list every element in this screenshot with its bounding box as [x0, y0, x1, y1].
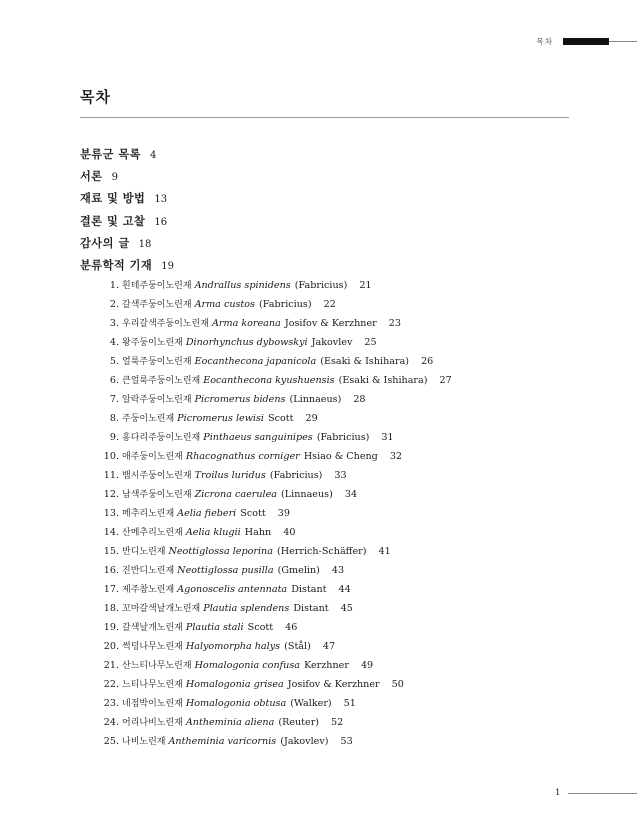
- toc-entry-scientific-name: Troilus luridus: [194, 469, 266, 481]
- page-title: 목차: [80, 88, 111, 106]
- toc-entry-scientific-name: Plautia splendens: [203, 602, 290, 614]
- toc-entry[interactable]: [80, 278, 372, 291]
- toc-entry-korean-name: 썩덩나무노린재: [122, 641, 183, 652]
- toc-entry-number: 22.: [103, 678, 119, 690]
- toc-entry-page: 27: [439, 374, 452, 386]
- toc-entry[interactable]: [80, 620, 297, 633]
- toc-entry[interactable]: [80, 449, 402, 462]
- toc-entry[interactable]: [80, 335, 377, 348]
- toc-section-page: 16: [154, 216, 168, 228]
- toc-entry-scientific-name: Neottiglossa pusilla: [177, 564, 274, 576]
- toc-entry-korean-name: 뱀시주둥이노린재: [122, 470, 192, 481]
- toc-entry[interactable]: [80, 734, 353, 747]
- toc-entry-page: 23: [388, 317, 401, 329]
- toc-section-title: 결론 및 고찰: [80, 214, 146, 228]
- toc-entry-page: 45: [340, 602, 353, 614]
- toc-entry[interactable]: [80, 525, 295, 538]
- toc-entry-page: 29: [305, 412, 318, 424]
- toc-entry-number: 13.: [103, 507, 119, 519]
- toc-entry-page: 25: [364, 336, 377, 348]
- toc-entry-number: 9.: [109, 431, 119, 443]
- toc-entry-korean-name: 어리나비노린재: [122, 717, 183, 728]
- toc-entry-scientific-name: Homalogonia grisea: [185, 678, 284, 690]
- toc-entry-scientific-name: Eocanthecona kyushuensis: [203, 374, 335, 386]
- toc-section-title: 분류군 목록: [80, 148, 141, 161]
- toc-entry-page: 33: [334, 469, 347, 481]
- toc-entry-page: 40: [283, 526, 296, 538]
- toc-entry-author: Scott: [268, 412, 294, 424]
- toc-entry[interactable]: [80, 715, 343, 728]
- toc-entry[interactable]: [80, 544, 391, 557]
- toc-entry-number: 10.: [103, 450, 119, 462]
- toc-entry-scientific-name: Homalogonia obtusa: [185, 697, 287, 709]
- toc-entry-korean-name: 네점박이노린재: [122, 698, 183, 709]
- toc-entry-author: (Walker): [290, 697, 332, 709]
- toc-entry-author: Josifov & Kerzhner: [284, 317, 377, 329]
- toc-entry-author: Hsiao & Cheng: [303, 450, 378, 462]
- toc-entry-page: 26: [421, 355, 434, 367]
- toc-entry[interactable]: [80, 430, 394, 443]
- toc-entry-korean-name: 갈색주둥이노린재: [122, 299, 192, 310]
- toc-entry-author: Scott: [240, 507, 266, 519]
- toc-entry-number: 5.: [109, 355, 119, 367]
- toc-entry-author: (Jakovlev): [280, 735, 329, 747]
- toc-entry-author: (Esaki & Ishihara): [338, 374, 428, 386]
- toc-entry-scientific-name: Antheminia aliena: [185, 716, 275, 728]
- toc-entry-korean-name: 얼룩주둥이노린재: [122, 356, 192, 367]
- running-head-label: 목차: [536, 36, 553, 46]
- toc-entry-scientific-name: Dinorhynchus dybowskyi: [185, 336, 308, 348]
- toc-entry-page: 41: [378, 545, 391, 557]
- toc-entry[interactable]: [80, 468, 347, 481]
- toc-entry-author: (Reuter): [278, 716, 320, 728]
- toc-entry-author: (Esaki & Ishihara): [320, 355, 410, 367]
- toc-section-page: 18: [138, 238, 152, 250]
- toc-entry-number: 25.: [103, 735, 119, 747]
- toc-entry-scientific-name: Antheminia varicornis: [168, 735, 277, 747]
- toc-entry[interactable]: [80, 639, 335, 652]
- toc-section-page: 19: [161, 261, 174, 272]
- toc-section-title: 재료 및 방법: [80, 192, 146, 206]
- toc-entry-korean-name: 제주참노린재: [122, 584, 175, 595]
- toc-entry-korean-name: 산메추리노린재: [122, 527, 183, 538]
- toc-entry[interactable]: [80, 411, 318, 424]
- toc-section-title: 서론: [80, 170, 103, 184]
- toc-section-title: 감사의 글: [80, 236, 130, 250]
- toc-entry[interactable]: [80, 506, 290, 519]
- toc-entry[interactable]: [80, 297, 336, 310]
- toc-entry-korean-name: 애주둥이노린재: [122, 451, 183, 462]
- toc-entry-page: 21: [359, 280, 372, 291]
- toc-entry-page: 43: [331, 564, 345, 576]
- toc-entry-korean-name: 꼬마갈색날개노린재: [122, 603, 201, 614]
- toc-entry-scientific-name: Plautia stali: [185, 621, 244, 633]
- toc-entry-author: (Herrich-Schäffer): [277, 545, 367, 557]
- toc-entry-page: 34: [344, 488, 358, 500]
- toc-entry-korean-name: 주둥이노린재: [122, 413, 175, 424]
- toc-entry-scientific-name: Pinthaeus sanguinipes: [203, 431, 313, 443]
- toc-section[interactable]: [80, 213, 167, 229]
- toc-entry-author: (Fabricius): [269, 469, 323, 481]
- toc-entry-scientific-name: Arma koreana: [211, 317, 281, 329]
- toc-entry-scientific-name: Agonoscelis antennata: [177, 583, 288, 595]
- toc-entry-page: 32: [389, 450, 403, 462]
- toc-entry-number: 21.: [103, 659, 119, 671]
- toc-entry-korean-name: 진반디노린재: [122, 565, 175, 576]
- toc-entry-number: 4.: [109, 336, 119, 348]
- toc-entry-number: 14.: [103, 526, 119, 538]
- toc-entry-number: 11.: [103, 469, 119, 481]
- toc-entry-number: 23.: [103, 697, 119, 709]
- toc-entry-scientific-name: Homalogonia confusa: [194, 659, 301, 671]
- toc-entry-author: (Fabricius): [259, 298, 312, 310]
- toc-entry-scientific-name: Picromerus lewisi: [177, 412, 264, 424]
- toc-entry[interactable]: [80, 658, 373, 671]
- toc-entry-number: 19.: [103, 621, 119, 633]
- toc-entry-author: Kerzhner: [304, 659, 349, 671]
- toc-section[interactable]: [80, 146, 156, 162]
- toc-entry[interactable]: [80, 392, 366, 405]
- toc-section-title: 분류학적 기재: [80, 259, 153, 272]
- toc-entry-number: 18.: [103, 602, 119, 614]
- toc-entry-author: (Linnaeus): [281, 488, 333, 500]
- page-number: 1: [555, 788, 561, 798]
- toc-entry-author: (Fabricius): [294, 280, 348, 291]
- footer-line: [568, 793, 637, 794]
- toc-entry-korean-name: 갈색날개노린재: [122, 622, 183, 633]
- toc-entry-scientific-name: Picromerus bidens: [194, 393, 286, 405]
- toc-entry-number: 24.: [103, 716, 119, 728]
- toc-entry[interactable]: [80, 677, 404, 690]
- toc-entry[interactable]: [80, 582, 351, 595]
- toc-section[interactable]: [80, 168, 118, 184]
- toc-entry-korean-name: 우리갈색주둥이노린재: [122, 318, 209, 329]
- toc-entry-page: 47: [322, 640, 336, 652]
- toc-entry-author: Hahn: [244, 526, 272, 538]
- toc-entry-scientific-name: Arma custos: [194, 298, 255, 310]
- toc-entry-page: 46: [285, 621, 298, 633]
- toc-entry[interactable]: [80, 563, 344, 576]
- toc-entry-page: 52: [331, 716, 344, 728]
- toc-entry-number: 20.: [103, 640, 119, 652]
- toc-entry[interactable]: [80, 601, 353, 614]
- toc-entry[interactable]: [80, 487, 357, 500]
- toc-entry-korean-name: 반디노린재: [122, 546, 166, 557]
- toc-entry-number: 12.: [103, 488, 119, 500]
- toc-entry-page: 50: [391, 678, 404, 690]
- toc-entry-scientific-name: Rhacognathus corniger: [185, 450, 300, 462]
- toc-entry[interactable]: [80, 373, 452, 386]
- toc-entry-korean-name: 남색주둥이노린재: [122, 489, 192, 500]
- toc-entry-scientific-name: Halyomorpha halys: [185, 640, 281, 652]
- toc-entry-korean-name: 메추리노린재: [122, 508, 175, 519]
- toc-entry-page: 51: [343, 697, 356, 709]
- toc-entry-page: 22: [323, 298, 336, 310]
- toc-entry-korean-name: 홍다리주둥이노린재: [122, 432, 201, 443]
- toc-entry-author: Josifov & Kerzhner: [287, 678, 380, 690]
- toc-entry-korean-name: 큰얼룩주둥이노린재: [122, 375, 201, 386]
- toc-entry[interactable]: [80, 696, 356, 709]
- toc-section[interactable]: [80, 235, 151, 251]
- toc-entry-author: (Gmelin): [277, 564, 320, 576]
- toc-entry-korean-name: 산느티나무노린재: [122, 660, 192, 671]
- toc-entry-author: Distant: [293, 602, 329, 614]
- toc-entry-korean-name: 나비노린재: [122, 736, 166, 747]
- toc-section-page: 9: [111, 172, 118, 184]
- toc-entry-number: 6.: [109, 374, 119, 386]
- toc-entry-page: 53: [340, 735, 353, 747]
- toc-entry-page: 28: [353, 393, 366, 405]
- toc-entry-author: Scott: [247, 621, 274, 633]
- toc-entry-page: 39: [277, 507, 290, 519]
- toc-entry-number: 17.: [103, 583, 119, 595]
- toc-entry-korean-name: 왕주둥이노린재: [122, 337, 183, 348]
- toc-entry-scientific-name: Aelia fieberi: [177, 507, 237, 519]
- toc-entry-page: 31: [381, 431, 394, 443]
- toc-entry-number: 8.: [109, 412, 119, 424]
- toc-entry-number: 1.: [109, 280, 119, 291]
- toc-section-page: 4: [149, 150, 157, 161]
- toc-entry-korean-name: 흰테주둥이노린재: [122, 281, 192, 291]
- toc-entry-scientific-name: Eocanthecona japanicola: [194, 355, 317, 367]
- toc-entry-korean-name: 느티나무노린재: [122, 679, 183, 690]
- toc-entry-number: 2.: [109, 298, 119, 310]
- toc-entry-scientific-name: Andrallus spinidens: [194, 280, 291, 291]
- toc-entry-author: Jakovlev: [311, 336, 353, 348]
- toc-entry-author: (Stål): [284, 640, 311, 652]
- toc-entry-korean-name: 알락주둥이노린재: [122, 394, 192, 405]
- toc-entry-scientific-name: Aelia klugii: [185, 526, 241, 538]
- toc-entry-number: 7.: [109, 393, 119, 405]
- toc-entry-page: 44: [338, 583, 351, 595]
- toc-section[interactable]: [80, 190, 167, 206]
- page-footer: [555, 788, 637, 798]
- toc-entry-number: 16.: [103, 564, 119, 576]
- toc-entry-number: 15.: [103, 545, 119, 557]
- toc-entry-scientific-name: Neottiglossa leporina: [168, 545, 273, 557]
- toc-entry-author: (Linnaeus): [289, 393, 342, 405]
- toc-entry[interactable]: [80, 354, 433, 367]
- toc-entry-scientific-name: Zicrona caerulea: [194, 488, 277, 500]
- toc-entry-page: 49: [360, 659, 374, 671]
- toc-section-page: 13: [154, 194, 168, 206]
- toc-entry[interactable]: [80, 316, 401, 329]
- toc-entry-number: 3.: [109, 317, 119, 329]
- toc-section[interactable]: [80, 257, 174, 273]
- toc-entry-author: (Fabricius): [316, 431, 370, 443]
- toc-entry-author: Distant: [291, 583, 327, 595]
